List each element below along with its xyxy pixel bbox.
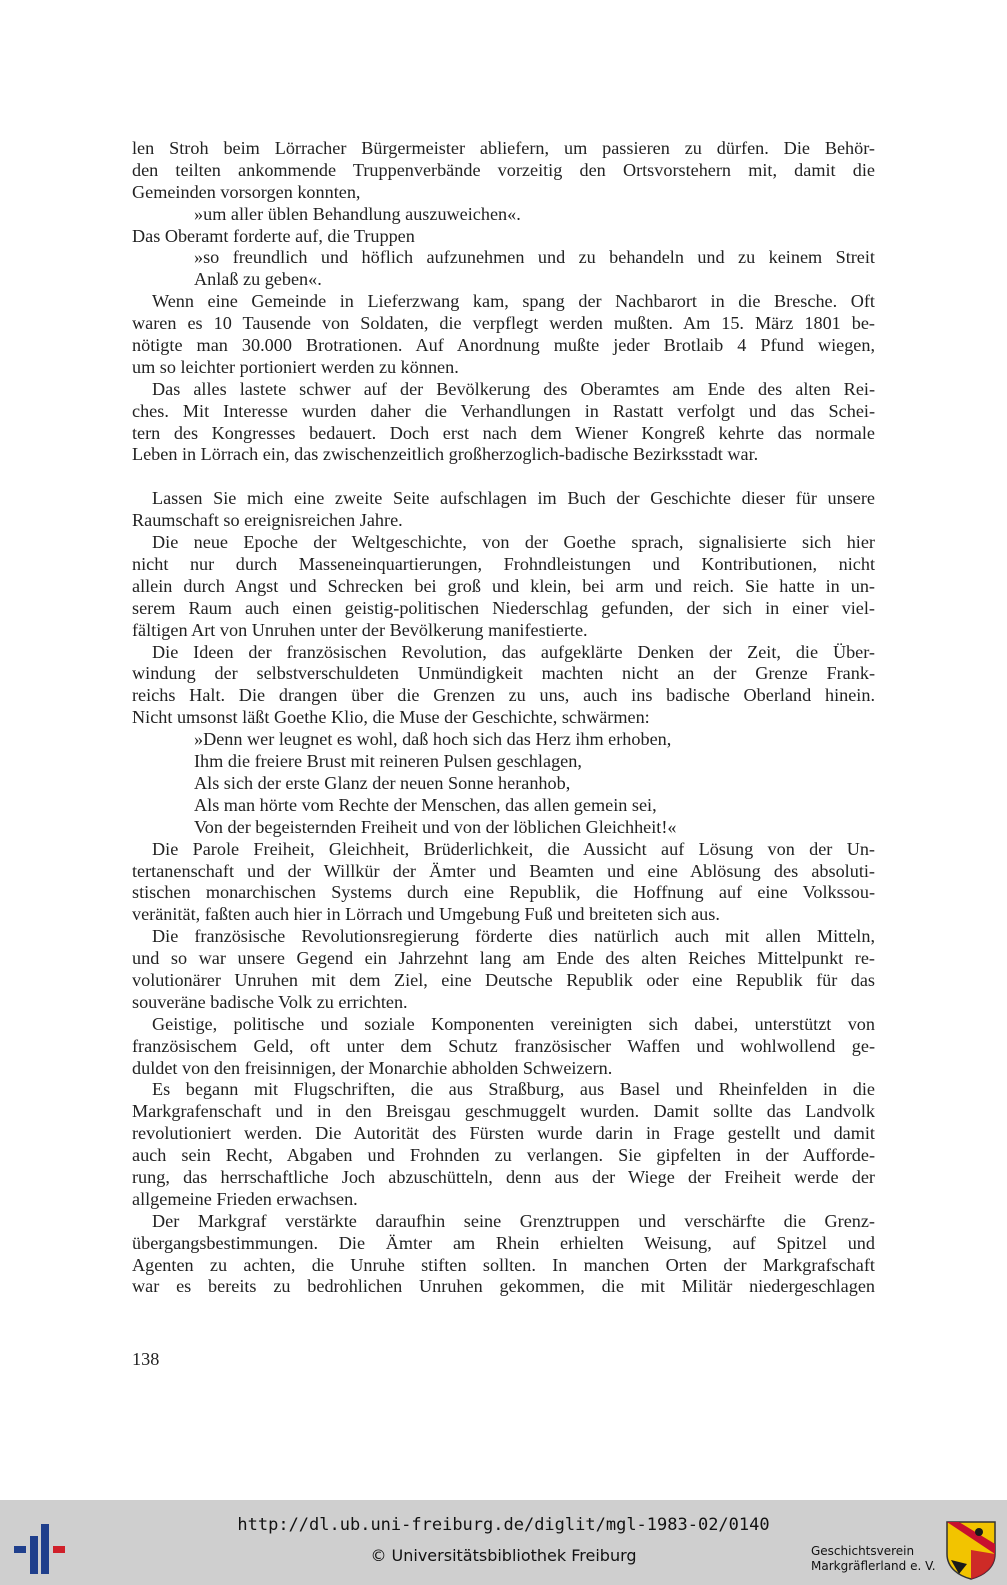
text-line: Die Parole Freiheit, Gleichheit, Brüderlichkeit, die Aussicht auf Lösung von der Un- [152, 838, 875, 859]
text-line: reichs Halt. Die drangen über die Grenzen zu uns, auch ins badische Oberland hinein. [132, 685, 875, 706]
text-line: Wenn eine Gemeinde in Lieferzwang kam, spang der Nachbarort in die Bresche. Oft [152, 291, 875, 312]
poem-line: Als sich der erste Glanz der neuen Sonne heranhob, [194, 772, 571, 793]
text-line: Der Markgraf verstärkte daraufhin seine Grenztruppen und verschärfte die Grenz- [152, 1210, 875, 1231]
quote-line: »so freundlich und höflich aufzunehmen und zu behandeln und zu keinem Streit [194, 247, 875, 268]
text-line: Agenten zu achten, die Unruhe stiften sollten. In manchen Orten der Markgrafschaft [132, 1254, 875, 1275]
text-line: fältigen Art von Unruhen unter der Bevölkerung manifestierte. [132, 619, 588, 640]
text-line: tertanenschaft und der Willkür der Ämter und Beamten und eine Ablösung des absoluti- [132, 860, 875, 881]
text-line: Geistige, politische und soziale Komponenten vereinigten sich dabei, unterstützt von [152, 1013, 875, 1034]
text-line: Die Ideen der französischen Revolution, das aufgeklärte Denken der Zeit, die Über- [152, 641, 875, 662]
text-line: allein durch Angst und Schrecken bei groß und klein, bei arm und reich. Sie hatte in un- [132, 575, 875, 596]
section-gap [132, 466, 875, 488]
text-line: volutionärer Unruhen mit dem Ziel, eine Deutsche Republik oder eine Republik für das [132, 969, 875, 990]
document-url [0, 1515, 1007, 1535]
text-line: Leben in Lörrach ein, das zwischenzeitlich großherzoglich-badische Bezirksstadt war. [132, 444, 759, 465]
text-line: Nicht umsonst läßt Goethe Klio, die Muse der Geschichte, schwärmen: [132, 707, 650, 728]
text-line: rung, das herrschaftliche Joch abzuschütteln, denn aus der Wiege der Freiheit werde der [132, 1166, 875, 1187]
poem-line: Ihm die freiere Brust mit reineren Pulsen geschlagen, [194, 751, 582, 772]
text-line: ches. Mit Interesse wurden daher die Verhandlungen in Rastatt verfolgt und das Schei- [132, 400, 875, 421]
document-url-link[interactable]: http://dl.ub.uni-freiburg.de/diglit/mgl-1983-02/0140 [237, 1515, 770, 1535]
text-line: waren es 10 Tausende von Soldaten, die verpflegt werden mußten. Am 15. März 1801 be- [132, 313, 875, 334]
body-text [132, 138, 875, 1298]
text-line: war es bereits zu bedrohlichen Unruhen gekommen, die mit Militär niedergeschlagen [132, 1276, 875, 1297]
text-line: den teilten ankommende Truppenverbände vorzeitig den Ortsvorstehern mit, damit die [132, 159, 875, 180]
text-line: windung der selbstverschuldeten Unmündigkeit machten nicht an der Grenze Frank- [132, 663, 875, 684]
text-line: Es begann mit Flugschriften, die aus Straßburg, aus Basel und Rheinfelden in die [152, 1079, 875, 1100]
poem-line: »Denn wer leugnet es wohl, daß hoch sich das Herz ihm erhoben, [194, 729, 672, 750]
society-name-line: Markgräflerland e. V. [811, 1559, 936, 1573]
text-line: Die neue Epoche der Weltgeschichte, von der Goethe sprach, signalisierte sich hier [152, 532, 875, 553]
text-line: tern des Kongresses bedauert. Doch erst nach dem Wiener Kongreß kehrte das normale [132, 422, 875, 443]
text-line: Raumschaft so ereignisreichen Jahre. [132, 510, 403, 531]
text-line: Das alles lastete schwer auf der Bevölkerung des Oberamtes am Ende des alten Rei- [152, 378, 875, 399]
text-line: len Stroh beim Lörracher Bürgermeister abliefern, um passieren zu dürfen. Die Behör- [132, 138, 875, 158]
text-line: übergangsbestimmungen. Die Ämter am Rhein erhielten Weisung, auf Spitzel und [132, 1232, 875, 1253]
text-line: souveräne badische Volk zu errichten. [132, 991, 408, 1012]
text-line: Lassen Sie mich eine zweite Seite aufschlagen im Buch der Geschichte dieser für unsere [152, 488, 875, 509]
text-line: nötigte man 30.000 Brotrationen. Auf Anordnung mußte jeder Brotlaib 4 Pfund wiegen, [132, 335, 875, 356]
text-line: serem Raum auch einen geistig-politischen Niederschlag gefunden, der sich in einer viel- [132, 597, 875, 618]
text-line: Gemeinden vorsorgen konnten, [132, 181, 361, 202]
text-line: und so war unsere Gegend ein Jahrzehnt lang am Ende des alten Reiches Mittelpunkt re- [132, 948, 875, 969]
copyright-notice: © Universitätsbibliothek Freiburg [370, 1546, 637, 1565]
text-line: veränität, faßten auch hier in Lörrach und Umgebung Fuß und breiteten sich aus. [132, 904, 720, 925]
poem-line: Als man hörte vom Rechte der Menschen, das allen gemein sei, [194, 794, 657, 815]
text-line: auch sein Recht, Abgaben und Frohnden zu verlangen. Sie gipfelten in der Aufforde- [132, 1145, 875, 1166]
text-line: allgemeine Frieden erwachsen. [132, 1188, 358, 1209]
society-name [811, 1544, 936, 1574]
poem-line: Von der begeisternden Freiheit und von der löblichen Gleichheit!« [194, 816, 677, 837]
society-name-line: Geschichtsverein [811, 1544, 915, 1558]
text-line: stischen monarchischen Systems durch eine Republik, die Hoffnung auf eine Volkssou- [132, 882, 875, 903]
text-line: Markgrafenschaft und in den Breisgau geschmuggelt wurden. Damit sollte das Landvolk [132, 1101, 875, 1122]
text-line: um so leichter portioniert werden zu können. [132, 356, 459, 377]
quote-line: »um aller üblen Behandlung auszuweichen«. [194, 203, 521, 224]
society-crest-icon [945, 1520, 997, 1580]
page-number: 138 [132, 1349, 160, 1369]
text-line: französischem Geld, oft unter dem Schutz französischer Waffen und wohlwollend ge- [132, 1035, 875, 1056]
text-line: duldet von den freisinnigen, der Monarchie abholden Schweizern. [132, 1057, 613, 1078]
text-line: Das Oberamt forderte auf, die Truppen [132, 225, 415, 246]
text-line: nicht nur durch Masseneinquartierungen, Frohndleistungen und Kontributionen, nicht [132, 554, 875, 575]
footer-bar [0, 1500, 1007, 1585]
text-line: revolutioniert werden. Die Autorität des Fürsten wurde darin in Frage gestellt und damit [132, 1123, 875, 1144]
text-line: Die französische Revolutionsregierung förderte dies natürlich auch mit allen Mitteln, [152, 926, 875, 947]
quote-line: Anlaß zu geben«. [194, 269, 322, 290]
